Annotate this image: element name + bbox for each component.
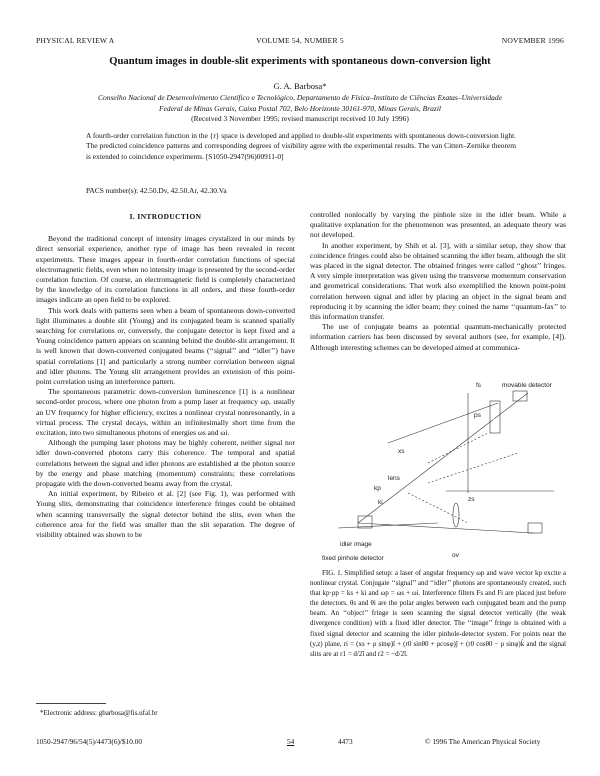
paper-title: Quantum images in double-slit experiments with spontaneous down-conversion light [109, 56, 491, 67]
affiliation [40, 92, 560, 114]
paragraph: Beyond the traditional concept of intensity images crystalized in our minds by direct sensorial experience, another type of image has been revealed in recent experiments. These images appear in fourth-order correlation functions of special electromagnetic fields, even when no intensity image is presented by the second-order correlation function. Of course, an electromagnetic field is completely characterized by the knowledge of its correlation functions in all orders, and these fourth-order images indicate an open field to be explored. [36, 234, 295, 305]
footer-copyright: © 1996 The American Physical Society [425, 737, 541, 746]
figure-1-setup-diagram [318, 373, 566, 565]
label-idler-image: idler image [340, 541, 372, 548]
section-heading: I. INTRODUCTION [129, 212, 202, 221]
signal-beam-line [358, 393, 528, 523]
received-dates: (Received 3 November 1995; revised manuscript received 10 July 1996) [191, 114, 409, 123]
affiliation-line-2: Federal de Minas Gerais, Caixa Postal 702, Belo Horizonte 30161-970, Minas Gerais, Brazil [158, 104, 442, 113]
pacs-numbers: PACS number(s): 42.50.Dv, 42.50.Ar, 42.30.Va [86, 186, 227, 195]
affiliation-line-1: Conselho Nacional de Desenvolvimento Científico e Tecnológico, Departamento de Física–Instituto de Ciências Exatas–Universidade [97, 93, 503, 102]
movable-detector-box [513, 391, 527, 401]
paragraph: This work deals with patterns seen when a beam of spontaneous down-converted light illuminates a double slit (Young) and its conjugated beam is scanned spatially searching for correlations or, conversely, the conjugate detector is kept fixed and a Young coincidence pattern appears on scanning behind the double-slit arrangement. It is well known that down-converted conjugated beams (‘‘signal’’ and ‘‘idler’’) have spatial correlations [1] and particularly a strong number correlation between signal and idler photons. The Young slit arrangement provides an extension of this point-point correlation using an interference pattern. [36, 305, 295, 387]
pinhole-detector-box [528, 523, 542, 533]
label-fixed-pinhole: fixed pinhole detector [322, 555, 384, 562]
figure-caption [310, 568, 566, 659]
volume-number: VOLUME 54, NUMBER 5 [256, 36, 344, 45]
paragraph: Although the pumping laser photons may be highly coherent, neither signal nor idler down-converted photons carry this coherence. The temporal and spatial correlations between the signal and idler photons are established at the photon source by the energy and phase matching (momentum) constraints; these correlations propagate with the down-converted beams away from the crystal. [36, 438, 295, 489]
label-movable-detector: movable detector [502, 382, 552, 389]
journal-name: PHYSICAL REVIEW A [36, 36, 115, 45]
abstract: A fourth-order correlation function in the {r} space is developed and applied to double-slit experiments with spontaneous down-conversion light. The predicted coincidence patterns and corresponding degrees of visibility agree with the experimental results. The van Cittert–Zernike theorem is extended to coincidence experiments. [S1050-2947(96)00911-0] [86, 131, 516, 161]
footer-code: 1050-2947/96/54(5)/4473(6)/$10.00 [36, 737, 142, 746]
label-kp: kp [374, 485, 381, 492]
paragraph: An initial experiment, by Ribeiro et al. [2] (see Fig. 1), was performed with Young slits, demonstrating that coincidence interference fringes could be obtained when scanning transversally the signal detector behind the slits, even when the coherence area for the field was smaller than the slit separation. The degree of visibility obtained was shown to be [36, 489, 295, 540]
issue-date: NOVEMBER 1996 [501, 36, 564, 45]
label-fs: fs [476, 382, 482, 389]
label-xs: xs [398, 448, 405, 455]
dashed-ray [428, 453, 518, 483]
paragraph: The spontaneous parametric down-conversion luminescence [1] is a nonlinear second-order process, where one photon from a pump laser at frequency ωp, usually an UV frequency for higher efficiency, excites a nonlinear crystal nonresonantly, in a virtual process. The crystal decays, within an infinitesimally short time from the excitation, into two simultaneous photons of energies ωs and ωi. [36, 387, 295, 438]
dashed-ray [428, 433, 488, 463]
double-slit-plate [490, 401, 500, 433]
footnote: *Electronic address: gbarbosa@fis.ufal.br [40, 709, 158, 717]
left-column [36, 212, 295, 540]
pump-beam-line [338, 523, 438, 528]
running-header [36, 36, 564, 48]
paragraph: The use of conjugate beams as potential quantum-mechanically protected information carriers has been discussed by several authors (see, for example, [4]). Although interesting schemes can be developed aimed at communica- [310, 322, 566, 352]
label-ov: ov [452, 552, 459, 559]
footnote-rule [36, 703, 106, 704]
author-name: G. A. Barbosa* [273, 81, 327, 91]
lens-shape [453, 503, 459, 527]
paragraph: In another experiment, by Shih et al. [3], with a similar setup, they show that coincidence fringes could also be obtained scanning the idler beam, although the slit was placed in the signal detector. The obtained fringes were called ‘‘ghost’’ fringes. A very simple interpretation was given using the transverse momentum conservation and geometrical considerations. That work also exemplified the known point-point correlation between signal and idler by placing an object in the signal beam and reproducing it by scanning the idler beam; they coined the name ‘‘quantum-fax’’ to this information transfer. [310, 240, 566, 322]
label-lens: lens [388, 475, 400, 482]
paragraph: controlled nonlocally by varying the pinhole size in the idler beam. While a qualitative explanation for the phenomenon was presented, an adequate theory was not developed. [310, 210, 566, 240]
caption-text: FIG. 1. Simplified setup: a laser of angular frequency ωp and wave vector kp excite a nonlinear crystal. Conjugate ‘‘signal’’ and ‘‘idler’’ photons are spontaneously created, such that kp·ρp = ks + ki and ωp = ωs + ωi. Interference filters Fs and Fi are placed just before the detectors. θs and θi are the polar angles between each conjugated beam and the pump beam. An ‘‘object’’ fringe is seen scanning the signal detector vertically (the weak divergence condition) with a fixed idler detector. The ‘‘image’’ fringe is obtained with a fixed signal detector and scanning the idler pinhole-detector system. For points near the (y,z) plane, ri = (xs + ρ sinφ)î + (r0 sinθ0 + ρcosφ)ĵ + (r0 cosθ0 − ρ sinφ)k̂ and the signal slits are at r1 = d/2î and r2 = −d/2î. [310, 569, 566, 658]
setup-diagram-svg [318, 373, 566, 565]
label-ps: ps [474, 412, 481, 419]
right-column [310, 210, 566, 353]
footer-page: 4473 [338, 737, 353, 746]
label-zs: zs [468, 496, 475, 503]
axis-line [388, 403, 498, 443]
label-ki: ki [378, 499, 383, 506]
idler-beam-line [358, 523, 533, 533]
footer-volume: 54 [287, 737, 295, 746]
